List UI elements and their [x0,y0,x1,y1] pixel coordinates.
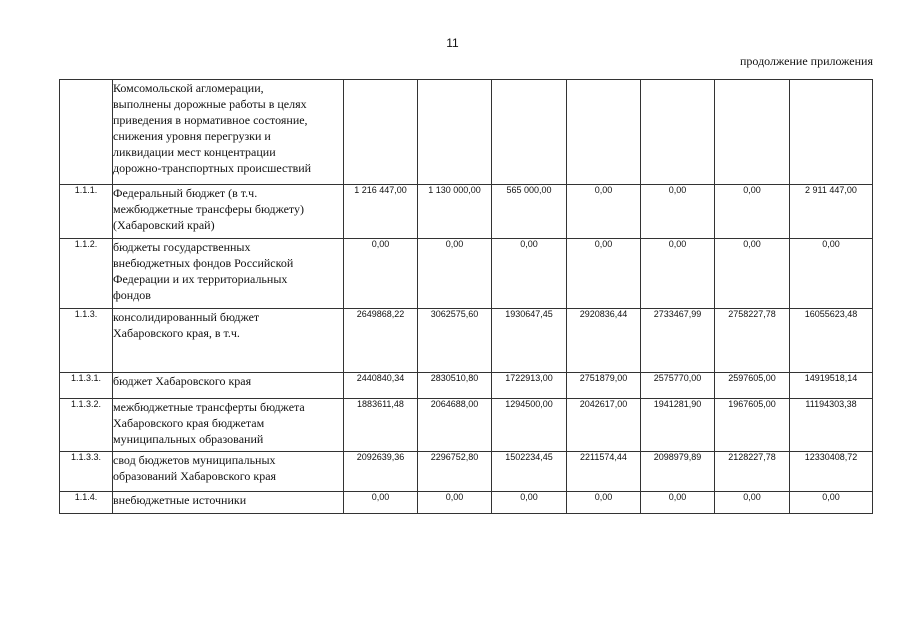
value-cell: 2649868,22 [344,309,418,373]
value-cell: 2575770,00 [641,373,715,399]
description-line: межбюджетные трансферты бюджета [113,400,305,414]
value-cell [492,80,567,185]
description-line: муниципальных образований [113,432,264,446]
table-row [60,309,873,373]
value-cell: 0,00 [567,492,641,514]
row-number: 1.1.3. [60,309,113,373]
description-line: Федерации и их территориальных [113,272,288,286]
row-number: 1.1.2. [60,239,113,309]
value-cell: 11194303,38 [790,399,873,452]
row-description [113,80,344,185]
description-line: бюджет Хабаровского края [113,374,252,388]
description-line: Комсомольской агломерации, [113,81,264,95]
value-cell: 2211574,44 [567,452,641,492]
page-number: 11 [446,36,459,50]
value-cell: 3062575,60 [418,309,492,373]
value-cell: 12330408,72 [790,452,873,492]
value-cell: 0,00 [715,492,790,514]
row-number: 1.1.3.2. [60,399,113,452]
description-line: фондов [113,288,151,302]
value-cell: 2296752,80 [418,452,492,492]
table-row [60,185,873,239]
value-cell: 0,00 [344,492,418,514]
row-description [113,492,344,514]
value-cell [418,80,492,185]
table-row [60,399,873,452]
value-cell: 2 911 447,00 [790,185,873,239]
value-cell: 2758227,78 [715,309,790,373]
description-line: Хабаровского края бюджетам [113,416,265,430]
value-cell: 2920836,44 [567,309,641,373]
value-cell: 2128227,78 [715,452,790,492]
row-description [113,399,344,452]
value-cell: 2098979,89 [641,452,715,492]
value-cell: 1883611,48 [344,399,418,452]
row-number: 1.1.4. [60,492,113,514]
value-cell: 1502234,45 [492,452,567,492]
value-cell: 1930647,45 [492,309,567,373]
description-line: снижения уровня перегрузки и [113,129,271,143]
description-line: ликвидации мест концентрации [113,145,276,159]
value-cell: 0,00 [790,239,873,309]
value-cell: 2733467,99 [641,309,715,373]
value-cell: 14919518,14 [790,373,873,399]
value-cell: 0,00 [715,185,790,239]
value-cell: 2042617,00 [567,399,641,452]
value-cell: 0,00 [641,185,715,239]
value-cell: 0,00 [418,492,492,514]
value-cell: 2597605,00 [715,373,790,399]
value-cell: 0,00 [492,492,567,514]
value-cell: 0,00 [641,492,715,514]
row-description [113,309,344,373]
continuation-label: продолжение приложения [740,54,873,68]
description-line: бюджеты государственных [113,240,251,254]
description-line: межбюджетные трансферы бюджету) [113,202,305,216]
value-cell: 0,00 [344,239,418,309]
description-line: внебюджетные источники [113,493,247,507]
value-cell: 1 130 000,00 [418,185,492,239]
description-line: внебюджетных фондов Российской [113,256,294,270]
row-description [113,452,344,492]
description-line: консолидированный бюджет [113,310,260,324]
value-cell: 1294500,00 [492,399,567,452]
table-row [60,80,873,185]
value-cell: 0,00 [641,239,715,309]
value-cell: 0,00 [567,185,641,239]
value-cell: 0,00 [715,239,790,309]
value-cell: 1722913,00 [492,373,567,399]
value-cell: 0,00 [567,239,641,309]
value-cell: 2064688,00 [418,399,492,452]
description-line: свод бюджетов муниципальных [113,453,276,467]
row-number: 1.1.3.1. [60,373,113,399]
value-cell: 0,00 [492,239,567,309]
description-line: Хабаровского края, в т.ч. [113,326,240,340]
value-cell: 1967605,00 [715,399,790,452]
value-cell: 2440840,34 [344,373,418,399]
table-row [60,239,873,309]
value-cell: 1 216 447,00 [344,185,418,239]
value-cell: 0,00 [418,239,492,309]
row-number: 1.1.3.3. [60,452,113,492]
description-line: дорожно-транспортных происшествий [113,161,312,175]
value-cell [567,80,641,185]
row-number [60,80,113,185]
row-number: 1.1.1. [60,185,113,239]
value-cell: 1941281,90 [641,399,715,452]
table-row [60,492,873,514]
value-cell: 2092639,36 [344,452,418,492]
description-line: приведения в нормативное состояние, [113,113,308,127]
row-description [113,239,344,309]
value-cell: 16055623,48 [790,309,873,373]
value-cell: 0,00 [790,492,873,514]
budget-table [59,79,873,514]
row-description [113,185,344,239]
value-cell: 2751879,00 [567,373,641,399]
description-line: выполнены дорожные работы в целях [113,97,307,111]
value-cell: 565 000,00 [492,185,567,239]
description-line: (Хабаровский край) [113,218,215,232]
value-cell [641,80,715,185]
value-cell: 2830510,80 [418,373,492,399]
value-cell [344,80,418,185]
row-description [113,373,344,399]
value-cell [715,80,790,185]
description-line: Федеральный бюджет (в т.ч. [113,186,258,200]
table-row [60,373,873,399]
description-line: образований Хабаровского края [113,469,277,483]
value-cell [790,80,873,185]
table-row [60,452,873,492]
